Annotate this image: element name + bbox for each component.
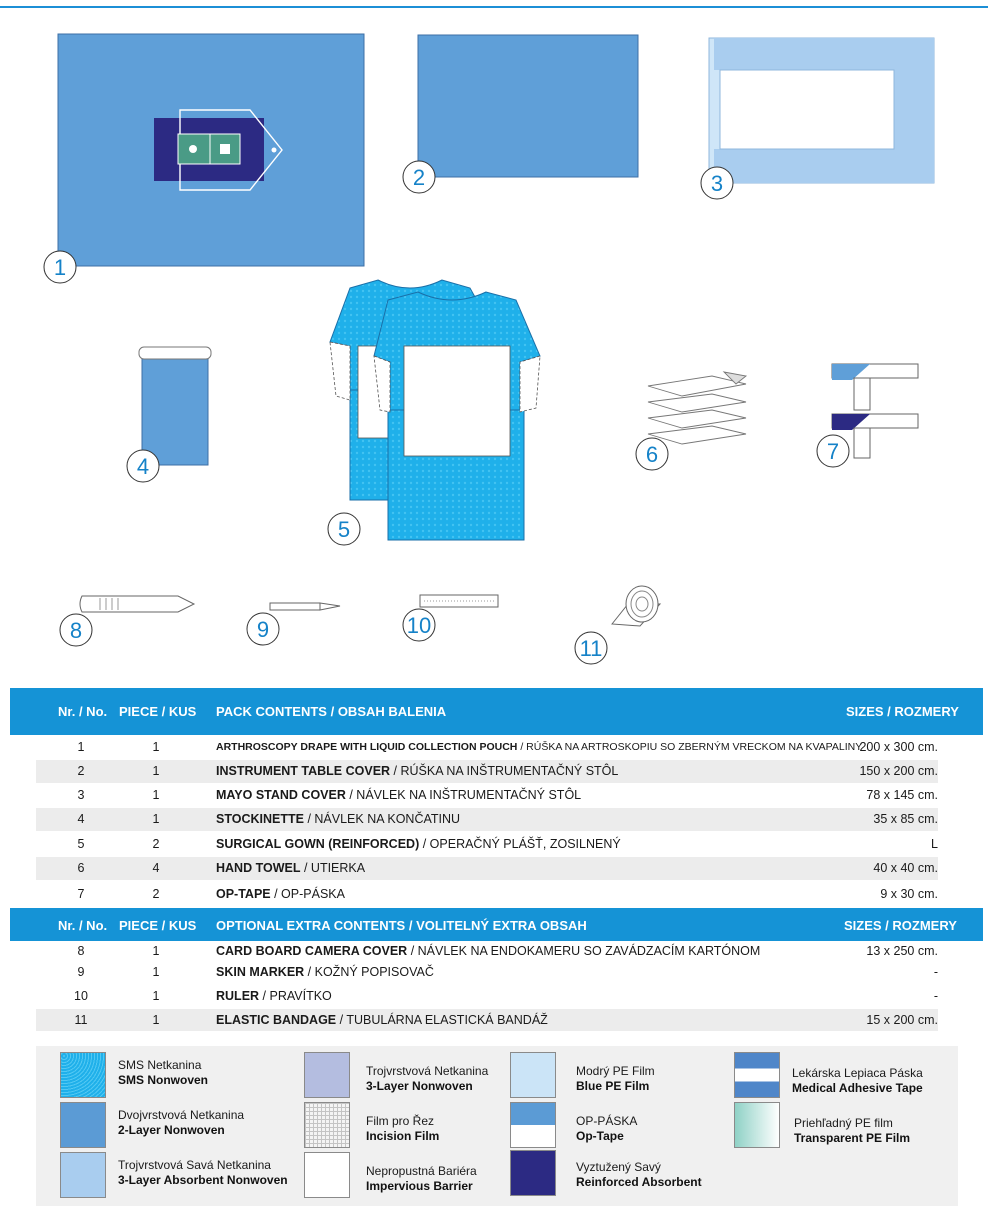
row-piece-count: 1 xyxy=(152,788,160,802)
row-item-translation: / NÁVLEK NA ENDOKAMERU SO ZAVÁDZACÍM KARTÓNOM xyxy=(407,944,761,958)
two-layer-nonwoven-swatch xyxy=(60,1102,106,1148)
header-nr: Nr. / No. xyxy=(58,704,108,719)
row-size: L xyxy=(931,837,938,851)
extra-contents-header xyxy=(10,908,983,941)
row-item-name: SURGICAL GOWN (REINFORCED) xyxy=(216,837,420,851)
row-piece-count: 1 xyxy=(152,965,160,979)
ruler-illustration xyxy=(420,595,498,607)
extra-header-nr: Nr. / No. xyxy=(58,918,108,933)
row-piece-count: 2 xyxy=(152,837,160,851)
row-item-translation: / TUBULÁRNA ELASTICKÁ BANDÁŽ xyxy=(336,1013,548,1027)
material-legend xyxy=(36,1046,958,1206)
row-size: 150 x 200 cm. xyxy=(859,764,938,778)
callout-11: 11 xyxy=(579,636,603,661)
header-contents: PACK CONTENTS / OBSAH BALENIA xyxy=(216,704,447,719)
pack-contents-header xyxy=(10,688,983,735)
row-item-name: RULER xyxy=(216,989,260,1003)
legend-reinforced-absorbent: Vyztužený Savý Reinforced Absorbent xyxy=(576,1160,702,1189)
row-item-translation: / RÚŠKA NA ARTROSKOPIU SO ZBERNÝM VRECKOM NA KVAPALINY xyxy=(517,741,863,753)
row-contents xyxy=(216,941,760,961)
table-row xyxy=(36,832,938,856)
table-row xyxy=(36,941,938,961)
row-number: 7 xyxy=(77,887,85,901)
row-item-translation: / NÁVLEK NA INŠTRUMENTAČNÝ STÔL xyxy=(345,788,582,802)
callout-9: 9 xyxy=(256,617,270,642)
stockinette-illustration xyxy=(139,347,211,465)
row-piece-count: 1 xyxy=(152,1013,160,1027)
row-item-name: STOCKINETTE xyxy=(216,812,304,826)
row-contents xyxy=(216,962,434,983)
row-item-translation: / UTIERKA xyxy=(300,861,366,875)
row-piece-count: 1 xyxy=(152,944,160,958)
row-number: 9 xyxy=(77,965,85,979)
legend-three-layer-absorbent: Trojvrstvová Savá Netkanina 3-Layer Absorbent Nonwoven xyxy=(118,1158,288,1187)
legend-medical-adhesive-tape: Lekárska Lepiaca Páska Medical Adhesive Tape xyxy=(792,1066,923,1095)
row-contents xyxy=(216,784,581,807)
surgical-gown-illustration xyxy=(330,280,540,540)
row-piece-count: 2 xyxy=(152,887,160,901)
hand-towel-illustration xyxy=(648,372,746,444)
row-contents xyxy=(216,808,460,831)
row-item-translation: / KOŽNÝ POPISOVAČ xyxy=(304,965,434,979)
table-row xyxy=(36,808,938,831)
row-size: 78 x 145 cm. xyxy=(866,788,938,802)
transparent-pe-film-swatch xyxy=(734,1102,780,1148)
row-size: - xyxy=(933,965,938,979)
row-item-name: ARTHROSCOPY DRAPE WITH LIQUID COLLECTION POUCH xyxy=(216,741,518,753)
reinforced-absorbent-swatch xyxy=(510,1150,556,1196)
row-contents xyxy=(216,881,345,907)
table-row xyxy=(36,784,938,807)
instrument-table-cover-illustration xyxy=(418,35,638,177)
callout-10: 10 xyxy=(406,613,432,638)
callout-2: 2 xyxy=(412,165,426,190)
callout-7: 7 xyxy=(826,439,840,464)
table-row xyxy=(36,857,938,880)
callout-4: 4 xyxy=(136,454,150,479)
table-row xyxy=(36,760,938,783)
extra-header-piece: PIECE / KUS xyxy=(119,918,197,933)
legend-transparent-pe-film: Priehľadný PE film Transparent PE Film xyxy=(794,1116,911,1145)
callout-8: 8 xyxy=(69,618,83,643)
row-size: 9 x 30 cm. xyxy=(880,887,938,901)
elastic-bandage-illustration xyxy=(612,586,660,626)
legend-two-layer-nonwoven: Dvojvrstvová Netkanina 2-Layer Nonwoven xyxy=(118,1108,245,1137)
table-row xyxy=(36,736,938,759)
legend-op-tape: OP-PÁSKA Op-Tape xyxy=(576,1114,638,1143)
row-size: 40 x 40 cm. xyxy=(873,861,938,875)
legend-impervious-barrier: Nepropustná Bariéra Impervious Barrier xyxy=(366,1164,477,1193)
blue-pe-film-swatch xyxy=(510,1052,556,1098)
row-size: 200 x 300 cm. xyxy=(859,740,938,754)
op-tape-swatch xyxy=(510,1102,556,1148)
medical-adhesive-tape-swatch xyxy=(734,1052,780,1098)
row-number: 11 xyxy=(74,1013,88,1027)
incision-film-swatch xyxy=(304,1102,350,1148)
row-contents xyxy=(216,760,618,783)
three-layer-absorbent-swatch xyxy=(60,1152,106,1198)
row-number: 10 xyxy=(74,989,88,1003)
row-number: 6 xyxy=(77,861,85,875)
row-item-name: SKIN MARKER xyxy=(216,965,305,979)
row-item-name: HAND TOWEL xyxy=(216,861,301,875)
header-piece: PIECE / KUS xyxy=(119,704,197,719)
table-row xyxy=(36,984,938,1008)
callout-6: 6 xyxy=(645,442,659,467)
row-item-translation: / RÚŠKA NA INŠTRUMENTAČNÝ STÔL xyxy=(390,764,619,778)
row-item-translation: / PRAVÍTKO xyxy=(259,989,332,1003)
row-number: 4 xyxy=(77,812,85,826)
row-number: 3 xyxy=(77,788,85,802)
mayo-stand-cover-illustration xyxy=(709,38,934,183)
table-row xyxy=(36,881,938,907)
row-item-translation: / OP-PÁSKA xyxy=(270,887,345,901)
row-size: - xyxy=(933,989,938,1003)
row-item-translation: / NÁVLEK NA KONČATINU xyxy=(303,812,461,826)
legend-sms-nonwoven: SMS Netkanina SMS Nonwoven xyxy=(118,1058,209,1087)
row-contents xyxy=(216,1009,548,1031)
legend-incision-film: Film pro Řez Incision Film xyxy=(366,1114,440,1143)
row-contents xyxy=(216,832,621,856)
row-size: 35 x 85 cm. xyxy=(873,812,938,826)
header-sizes: SIZES / ROZMERY xyxy=(846,704,959,719)
row-item-name: OP-TAPE xyxy=(216,887,271,901)
arthroscopy-drape-illustration xyxy=(58,34,364,266)
table-row xyxy=(36,962,938,983)
row-item-name: CARD BOARD CAMERA COVER xyxy=(216,944,408,958)
row-size: 13 x 250 cm. xyxy=(866,944,938,958)
row-piece-count: 1 xyxy=(152,812,160,826)
skin-marker-illustration xyxy=(270,603,340,610)
sms-nonwoven-swatch xyxy=(60,1052,106,1098)
row-item-name: INSTRUMENT TABLE COVER xyxy=(216,764,391,778)
row-item-name: MAYO STAND COVER xyxy=(216,788,346,802)
three-layer-nonwoven-swatch xyxy=(304,1052,350,1098)
row-size: 15 x 200 cm. xyxy=(866,1013,938,1027)
row-contents xyxy=(216,736,862,759)
row-piece-count: 1 xyxy=(152,740,160,754)
row-number: 5 xyxy=(77,837,85,851)
callout-5: 5 xyxy=(337,517,351,542)
row-number: 1 xyxy=(77,740,85,754)
row-piece-count: 1 xyxy=(152,764,160,778)
callout-1: 1 xyxy=(53,255,67,280)
extra-header-sizes: SIZES / ROZMERY xyxy=(844,918,957,933)
row-piece-count: 4 xyxy=(152,861,160,875)
legend-blue-pe-film: Modrý PE Film Blue PE Film xyxy=(576,1064,655,1093)
legend-three-layer-nonwoven: Trojvrstvová Netkanina 3-Layer Nonwoven xyxy=(366,1064,489,1093)
row-item-translation: / OPERAČNÝ PLÁŠŤ, ZOSILNENÝ xyxy=(419,837,621,851)
row-item-name: ELASTIC BANDAGE xyxy=(216,1013,337,1027)
callout-3: 3 xyxy=(710,171,724,196)
row-contents xyxy=(216,857,365,880)
row-number: 2 xyxy=(77,764,85,778)
extra-header-contents: OPTIONAL EXTRA CONTENTS / VOLITELNÝ EXTRA OBSAH xyxy=(216,918,587,933)
row-contents xyxy=(216,984,332,1008)
impervious-barrier-swatch xyxy=(304,1152,350,1198)
table-row xyxy=(36,1009,938,1031)
row-number: 8 xyxy=(77,944,85,958)
row-piece-count: 1 xyxy=(152,989,160,1003)
camera-cover-illustration xyxy=(80,596,194,612)
